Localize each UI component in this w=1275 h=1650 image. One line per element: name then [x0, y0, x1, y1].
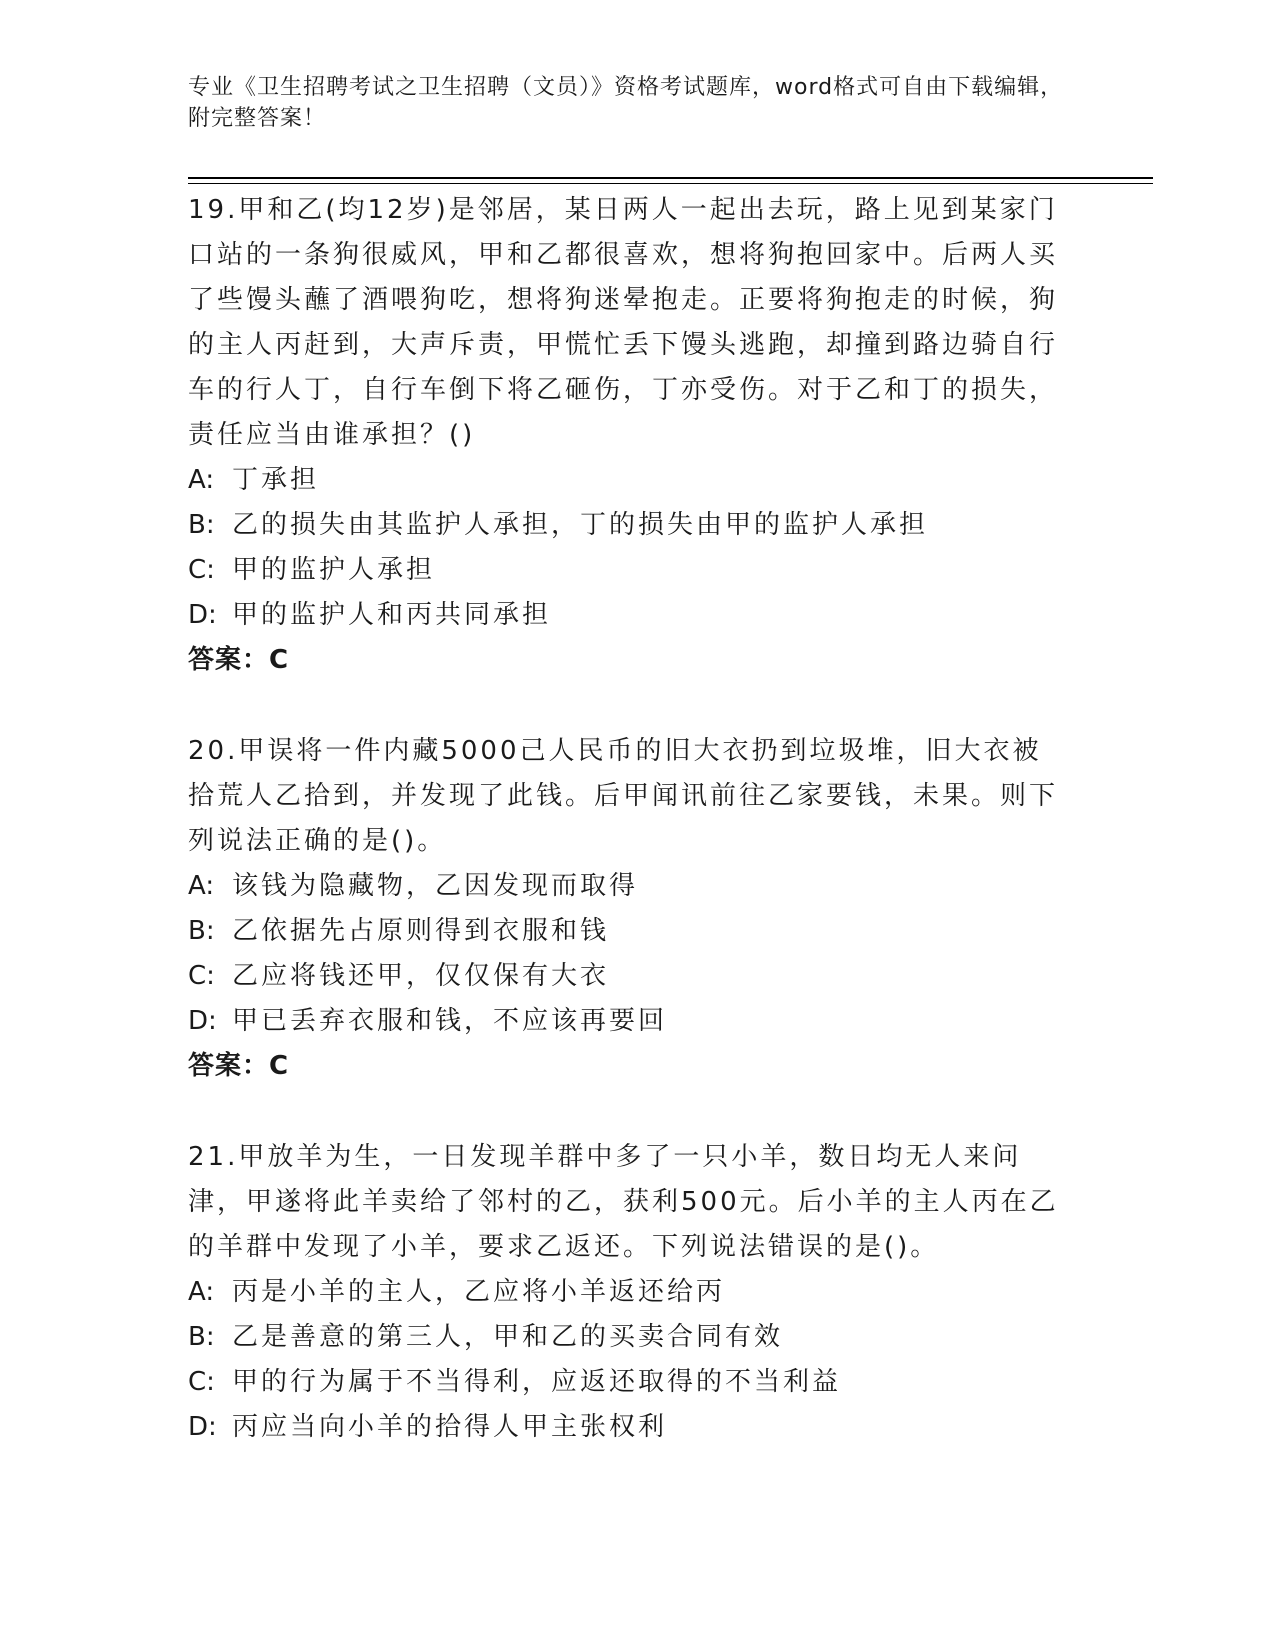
- option-text: 甲的行为属于不当得利，应返还取得的不当利益: [232, 1367, 842, 1397]
- option-a: [188, 1270, 1068, 1315]
- option-text: 乙依据先占原则得到衣服和钱: [232, 916, 610, 946]
- header-divider-thin: [188, 183, 1153, 184]
- document-header: 专业《卫生招聘考试之卫生招聘（文员）》资格考试题库，word格式可自由下载编辑，附完整答案！: [188, 75, 1064, 131]
- option-text: 丁承担: [232, 465, 320, 495]
- option-d: [188, 593, 1068, 638]
- question-19: [188, 188, 1068, 683]
- option-text: 乙的损失由其监护人承担，丁的损失由甲的监护人承担: [232, 510, 929, 540]
- option-d: [188, 999, 1068, 1044]
- option-letter: D:: [188, 1006, 217, 1036]
- option-text: 甲的监护人和丙共同承担: [232, 600, 552, 630]
- option-letter: B:: [188, 916, 215, 946]
- option-c: [188, 548, 1068, 593]
- option-text: 丙应当向小羊的拾得人甲主张权利: [232, 1412, 668, 1442]
- option-letter: C:: [188, 961, 215, 991]
- option-text: 丙是小羊的主人，乙应将小羊返还给丙: [232, 1277, 726, 1307]
- option-letter: D:: [188, 600, 217, 630]
- question-text: 21.甲放羊为生，一日发现羊群中多了一只小羊，数日均无人来问津，甲遂将此羊卖给了邻村的乙，获利500元。后小羊的主人丙在乙的羊群中发现了小羊，要求乙返还。下列说法错误的是()。: [188, 1142, 1059, 1262]
- option-text: 乙是善意的第三人，甲和乙的买卖合同有效: [232, 1322, 784, 1352]
- option-letter: B:: [188, 1322, 215, 1352]
- option-b: [188, 503, 1068, 548]
- option-d: [188, 1405, 1068, 1450]
- answer-line: 答案：C: [188, 645, 290, 675]
- option-a: [188, 864, 1068, 909]
- question-text: 19.甲和乙(均12岁)是邻居，某日两人一起出去玩，路上见到某家门口站的一条狗很威风，甲和乙都很喜欢，想将狗抱回家中。后两人买了些馒头蘸了酒喂狗吃，想将狗迷晕抱走。正要将狗抱走的时候，狗的主人丙赶到，大声斥责，甲慌忙丢下馒头逃跑，却撞到路边骑自行车的行人丁，自行车倒下将乙砸伤，丁亦受伤。对于乙和丁的损失，责任应当由谁承担？(): [188, 195, 1059, 450]
- answer-line: 答案：C: [188, 1051, 290, 1081]
- option-a: [188, 458, 1068, 503]
- option-letter: A:: [188, 871, 215, 901]
- option-b: [188, 909, 1068, 954]
- option-letter: A:: [188, 1277, 215, 1307]
- option-text: 甲已丢弃衣服和钱，不应该再要回: [232, 1006, 668, 1036]
- option-letter: C:: [188, 1367, 215, 1397]
- question-21: [188, 1135, 1068, 1450]
- option-b: [188, 1315, 1068, 1360]
- question-text: 20.甲误将一件内藏5000己人民币的旧大衣扔到垃圾堆，旧大衣被拾荒人乙拾到，并发现了此钱。后甲闻讯前往乙家要钱，未果。则下列说法正确的是()。: [188, 736, 1059, 856]
- header-divider-thick: [188, 177, 1153, 179]
- option-c: [188, 1360, 1068, 1405]
- question-list: [188, 188, 1068, 1496]
- option-text: 该钱为隐藏物，乙因发现而取得: [232, 871, 639, 901]
- question-20: [188, 729, 1068, 1089]
- option-letter: A:: [188, 465, 215, 495]
- option-text: 甲的监护人承担: [232, 555, 436, 585]
- option-letter: C:: [188, 555, 215, 585]
- option-text: 乙应将钱还甲，仅仅保有大衣: [232, 961, 610, 991]
- option-letter: B:: [188, 510, 215, 540]
- option-letter: D:: [188, 1412, 217, 1442]
- option-c: [188, 954, 1068, 999]
